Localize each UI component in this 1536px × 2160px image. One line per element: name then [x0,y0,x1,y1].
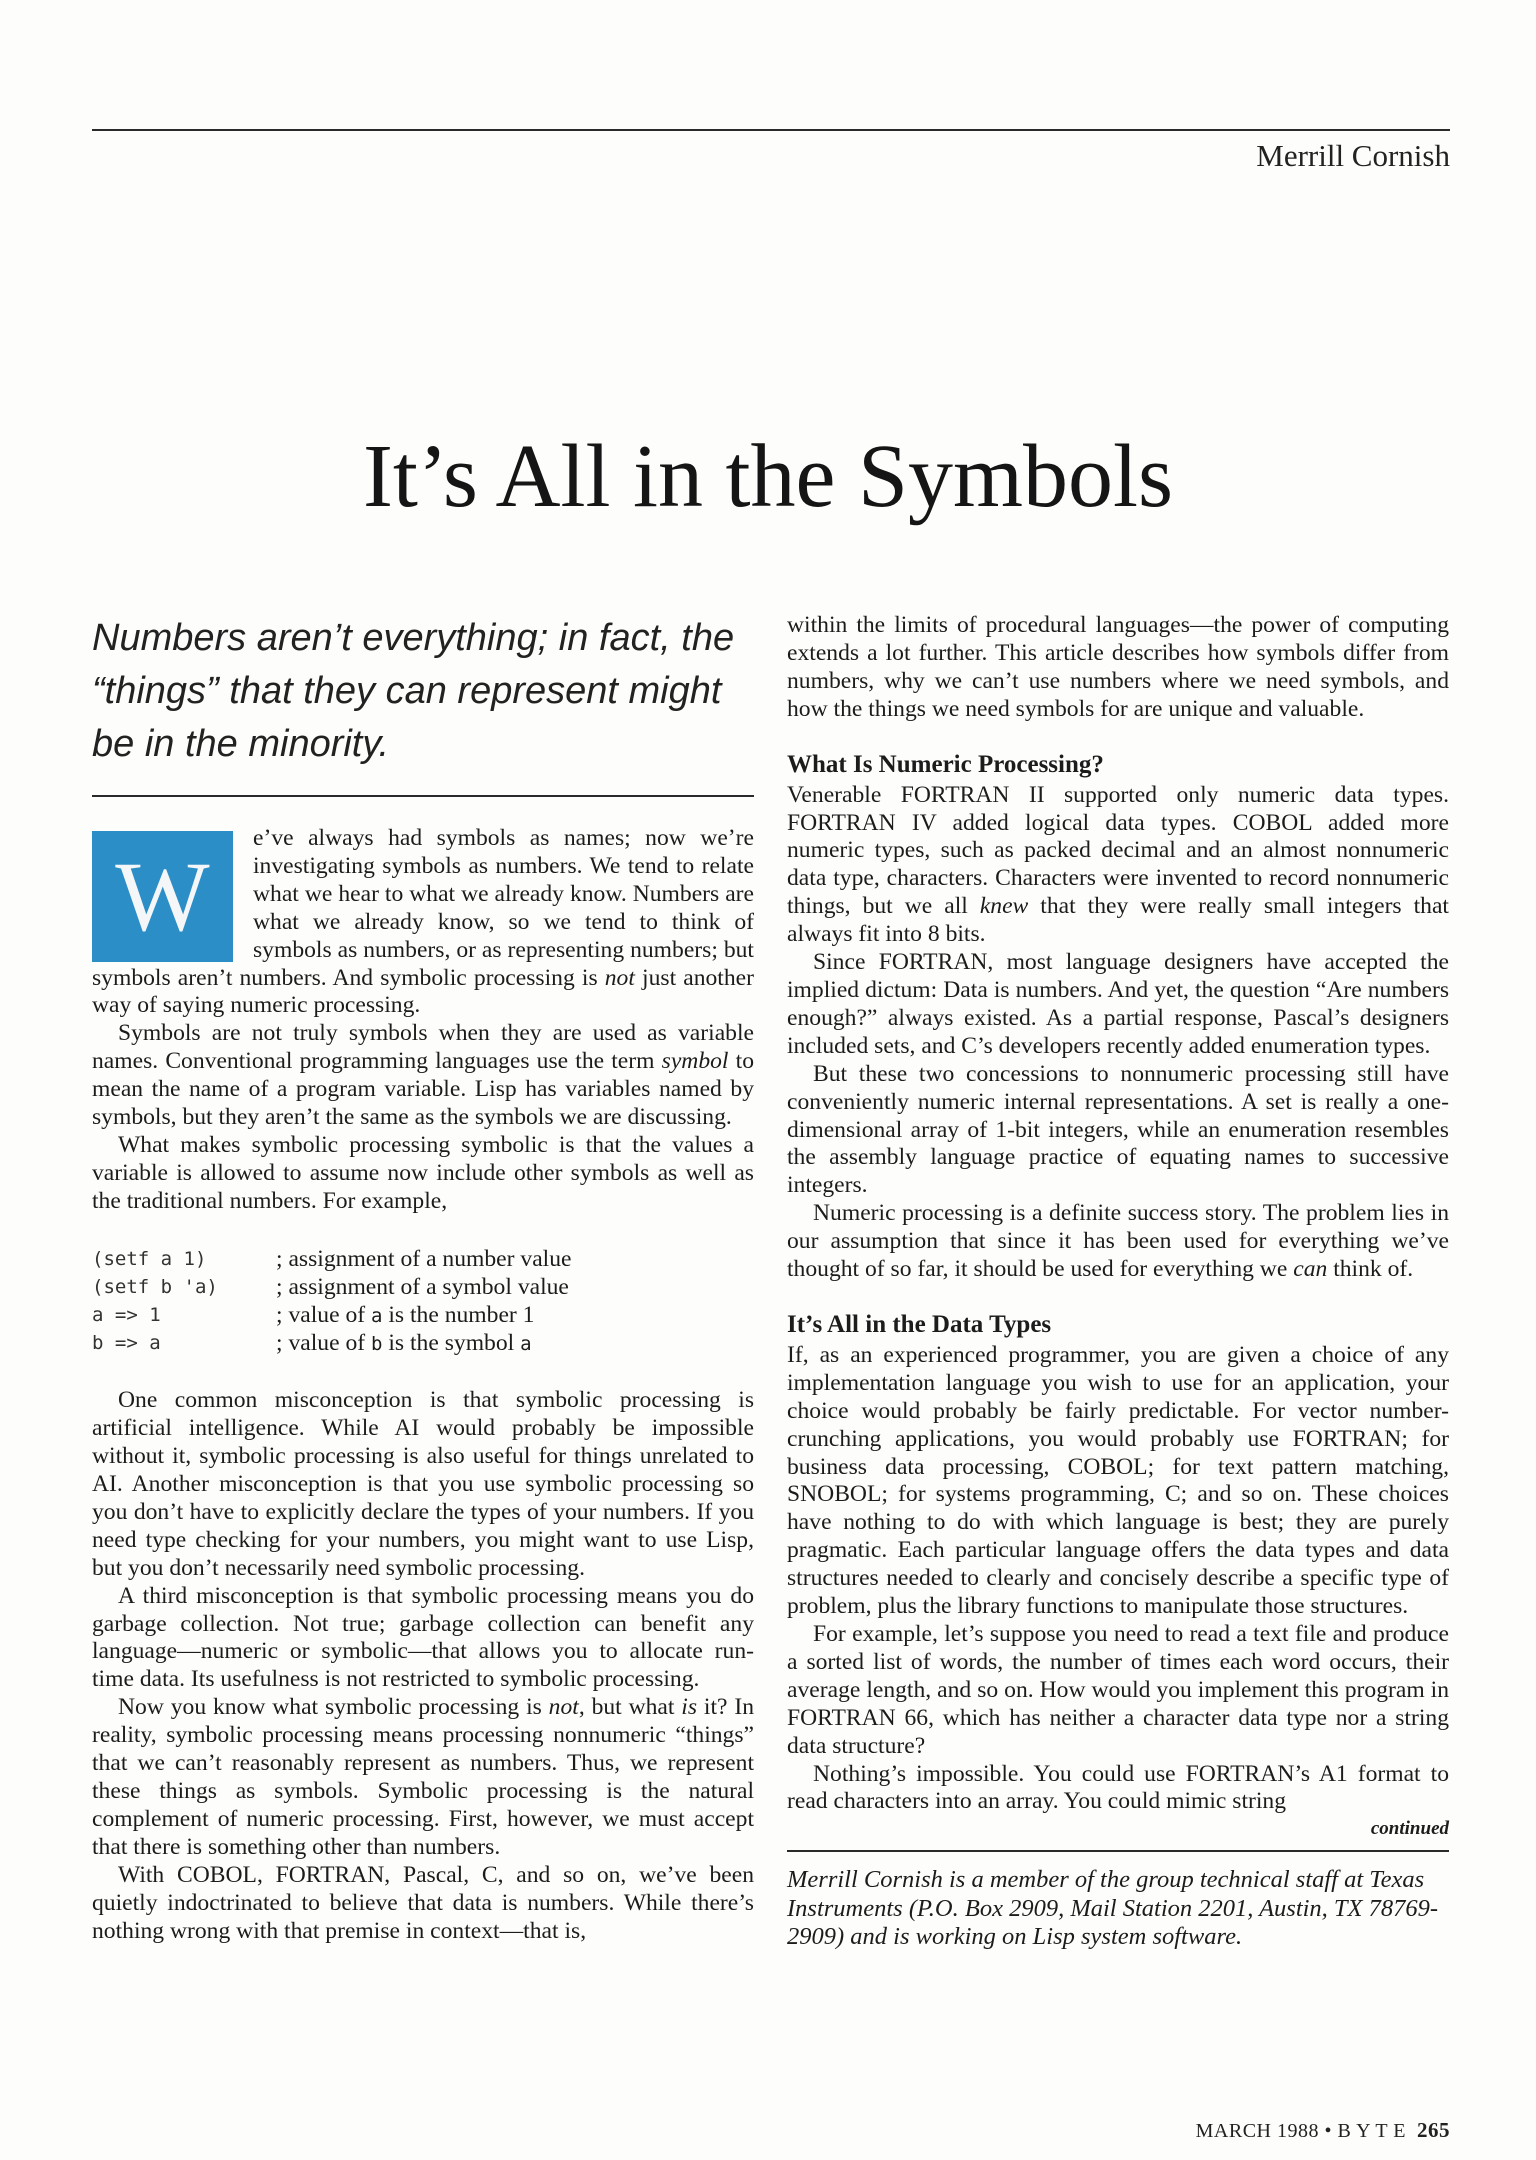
page-number: 265 [1417,2118,1450,2142]
paragraph: What makes symbolic processing symbolic is that the values a variable is allowed to assume now include other symbols as well as the traditional numbers. For example, [92,1131,754,1214]
author-bio: Merrill Cornish is a member of the group technical staff at Texas Instruments (P.O. Box 2909, Mail Station 2201, Austin, TX 78769-2909) and is working on Lisp system software. [787,1866,1439,1951]
paragraph: Since FORTRAN, most language designers have accepted the implied dictum: Data is numbers. And yet, the question “Are numbers enough?” always existed. As a partial response, Pascal’s designers included sets, and C’s developers recently added enumeration types. [787,949,1449,1059]
paragraph: But these two concessions to nonnumeric processing still have conveniently numeric internal representations. A set is really a one-dimensional array of 1-bit integers, while an enumeration resembles the assembly language practice of equating names to successive integers. [787,1060,1449,1199]
code-row [92,1302,754,1331]
code-line: (setf b 'a) [92,1275,218,1298]
code-row [92,1246,754,1274]
paragraph: Venerable FORTRAN II supported only numeric data types. FORTRAN IV added logical data types. COBOL added more numeric types, such as packed decimal and an almost nonnumeric data type, characters. Characters were invented to record nonnumeric things, but we all knew that they were really small integers that always fit into 8 bits. [787,781,1449,948]
right-column [787,612,1449,1952]
paragraph: One common misconception is that symbolic processing is artificial intelligence. While AI would probably be impossible without it, symbolic processing is also useful for things unrelated to AI. Another misconception is that you use symbolic processing so you don’t have to explicitly declare the types of your numbers. If you need type checking for your numbers, you might want to use Lisp, but you don’t necessarily need symbolic processing. [92,1387,754,1581]
code-line: b => a [92,1332,161,1355]
section-heading: What Is Numeric Processing? [787,750,1104,778]
paragraph: Now you know what symbolic processing is not, but what is it? In reality, symbolic processing means processing nonnumeric “things” that we can’t reasonably represent as numbers. Thus, we represent these things as symbols. Symbolic processing is the natural complement of numeric processing. First, however, we must accept that there is something other than numbers. [92,1694,754,1860]
code-comment: ; assignment of a number value [276,1245,572,1272]
running-head-author: Merrill Cornish [1256,138,1450,173]
paragraph: A third misconception is that symbolic processing means you do garbage collection. Not true; garbage collection can benefit any language—numeric or symbolic—that allows you to allocate run-time data. Its usefulness is not restricted to symbolic processing. [92,1582,754,1693]
code-comment: ; value of a is the number 1 [276,1301,535,1328]
section-heading: It’s All in the Data Types [787,1310,1052,1338]
deck: Numbers aren’t everything; in fact, the “things” that they can represent might be in the minority. [92,617,735,765]
paragraph: For example, let’s suppose you need to read a text file and produce a sorted list of words, the number of times each word occurs, their average length, and so on. How would you implement this program in FORTRAN 66, which has neither a character data type nor a string data structure? [787,1621,1449,1759]
code-line: (setf a 1) [92,1247,207,1270]
code-row [92,1274,754,1302]
continued-label: continued [1370,1818,1449,1840]
paragraph: Symbols are not truly symbols when they are used as variable names. Conventional programming languages use the term symbol to mean the name of a program variable. Lisp has variables named by symbols, but they aren’t the same as the symbols we are discussing. [92,1020,754,1131]
top-rule [92,129,1450,131]
code-comment: ; assignment of a symbol value [276,1273,569,1300]
code-row [92,1330,754,1359]
drop-cap: W [92,831,233,962]
article-title: It’s All in the Symbols [362,427,1174,526]
paragraph: Numeric processing is a definite success story. The problem lies in our assumption that since it has been used for everything we’ve thought of so far, it should be used for everything we can think of. [787,1200,1449,1283]
deck-rule [92,795,754,797]
intro-paragraph: W e’ve always had symbols as names; now we’re investigating symbols as numbers. We tend to relate what we hear to what we already know. Numbers are what we already know, so we tend to think of symbols as numbers, or as representing numbers; but symbols aren’t numbers. And symbolic processing is not just another way of saying numeric processing. [92,825,754,1019]
code-line: a => 1 [92,1303,161,1326]
code-comment: ; value of b is the symbol a [276,1330,532,1357]
issue-label: MARCH 1988 • B Y T E [1195,2120,1406,2142]
paragraph: within the limits of procedural languages—the power of computing extends a lot further. This article describes how symbols differ from numbers, why we can’t use numbers where we need symbols, and how the things we need symbols for are unique and valuable. [787,612,1449,722]
paragraph: If, as an experienced programmer, you are given a choice of any implementation language you wish to use for an application, your choice would probably be fairly predictable. For vector number-crunching applications, you would probably use FORTRAN; for business data processing, COBOL; for text pattern matching, SNOBOL; for systems programming, C; and so on. These choices have nothing to do with which language is best; they are purely pragmatic. Each particular language offers the data types and data structures needed to clearly and concisely describe a specific type of problem, plus the library functions to manipulate those structures. [787,1341,1449,1620]
paragraph: Nothing’s impossible. You could use FORTRAN’s A1 format to read characters into an array. You could mimic string [787,1760,1449,1815]
paragraph: With COBOL, FORTRAN, Pascal, C, and so on, we’ve been quietly indoctrinated to believe that data is numbers. While there’s nothing wrong with that premise in context—that is, [92,1861,754,1944]
page-footer [1196,2118,1450,2143]
bio-rule [787,1850,1449,1852]
code-example [92,1246,754,1360]
left-column [92,612,754,1945]
